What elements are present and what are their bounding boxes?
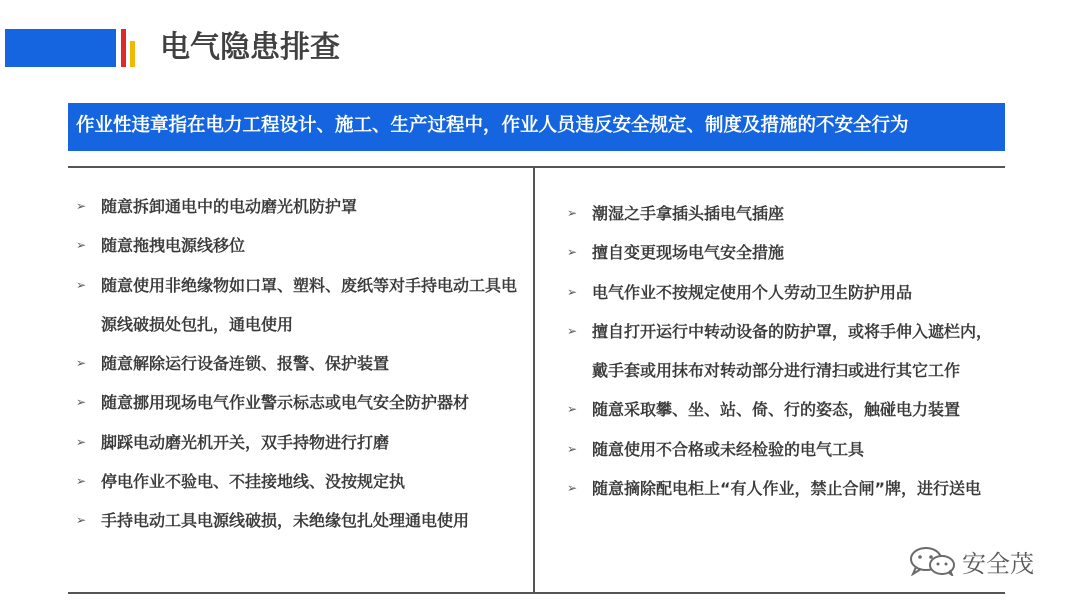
list-item-text: 随意采取攀、坐、站、倚、行的姿态，触碰电力装置 <box>592 400 961 420</box>
list-item-text: 手持电动工具电源线破损，未绝缘包扎处理通电使用 <box>101 511 470 531</box>
list-item-text: 随意拆卸通电中的电动磨光机防护罩 <box>101 197 358 216</box>
list-item <box>76 501 521 540</box>
list-item <box>567 390 1007 429</box>
list-item <box>76 187 521 226</box>
list-item <box>76 266 521 345</box>
arrow-bullet-icon: ➢ <box>76 434 87 449</box>
arrow-bullet-icon: ➢ <box>76 277 87 292</box>
arrow-bullet-icon: ➢ <box>567 441 578 456</box>
right-hazard-list <box>567 194 1007 508</box>
watermark-text: 安全茂 <box>962 549 1034 578</box>
arrow-bullet-icon: ➢ <box>567 402 578 417</box>
list-item <box>76 226 521 265</box>
watermark <box>906 543 1034 579</box>
list-item <box>76 423 521 462</box>
list-item-text: 潮湿之手拿插头插电气插座 <box>592 204 785 223</box>
list-item <box>76 383 521 422</box>
arrow-bullet-icon: ➢ <box>76 474 87 489</box>
table-top-rule <box>68 166 1005 168</box>
list-item <box>567 430 1007 469</box>
table-bottom-rule <box>68 592 1005 594</box>
list-item-text: 随意使用非绝缘物如口罩、塑料、废纸等对手持电动工具电源线破损处包扎，通电使用 <box>101 275 518 334</box>
definition-banner: 作业性违章指在电力工程设计、施工、生产过程中，作业人员违反安全规定、制度及措施的不安全行为 <box>68 103 1005 151</box>
list-item <box>567 194 1007 233</box>
arrow-bullet-icon: ➢ <box>567 323 578 338</box>
column-divider <box>533 167 535 593</box>
arrow-bullet-icon: ➢ <box>567 245 578 260</box>
list-item-text: 电气作业不按规定使用个人劳动卫生防护用品 <box>592 282 913 302</box>
arrow-bullet-icon: ➢ <box>76 238 87 253</box>
list-item-text: 随意挪用现场电气作业警示标志或电气安全防护器材 <box>101 393 470 413</box>
list-item-text: 脚踩电动磨光机开关，双手持物进行打磨 <box>101 432 390 452</box>
arrow-bullet-icon: ➢ <box>567 481 578 496</box>
list-item-text: 随意解除运行设备连锁、报警、保护装置 <box>101 354 390 374</box>
list-item <box>567 312 1007 391</box>
arrow-bullet-icon: ➢ <box>76 199 87 213</box>
list-item <box>76 344 521 383</box>
arrow-bullet-icon: ➢ <box>76 395 87 410</box>
left-hazard-list <box>76 187 521 541</box>
list-item-text: 擅自打开运行中转动设备的防护罩，或将手伸入遮栏内，戴手套或用抹布对转动部分进行清扫或进行其它工作 <box>592 321 993 381</box>
list-item-text: 随意摘除配电柜上“有人作业，禁止合闸”牌，进行送电 <box>592 479 982 499</box>
arrow-bullet-icon: ➢ <box>76 356 87 371</box>
title-accent-yellow <box>130 41 135 67</box>
arrow-bullet-icon: ➢ <box>76 513 87 528</box>
title-accent-red <box>121 29 126 67</box>
list-item-text: 擅自变更现场电气安全措施 <box>592 243 785 263</box>
page-title: 电气隐患排查 <box>160 30 340 65</box>
list-item-text: 随意使用不合格或未经检验的电气工具 <box>592 439 865 459</box>
arrow-bullet-icon: ➢ <box>567 206 578 220</box>
wechat-icon <box>906 546 960 576</box>
arrow-bullet-icon: ➢ <box>567 284 578 299</box>
list-item <box>76 462 521 501</box>
list-item <box>567 273 1007 312</box>
list-item-text: 停电作业不验电、不挂接地线、没按规定执 <box>101 472 406 492</box>
list-item <box>567 233 1007 272</box>
list-item-text: 随意拖拽电源线移位 <box>101 236 246 256</box>
title-accent-blue <box>5 29 116 67</box>
list-item <box>567 469 1007 508</box>
